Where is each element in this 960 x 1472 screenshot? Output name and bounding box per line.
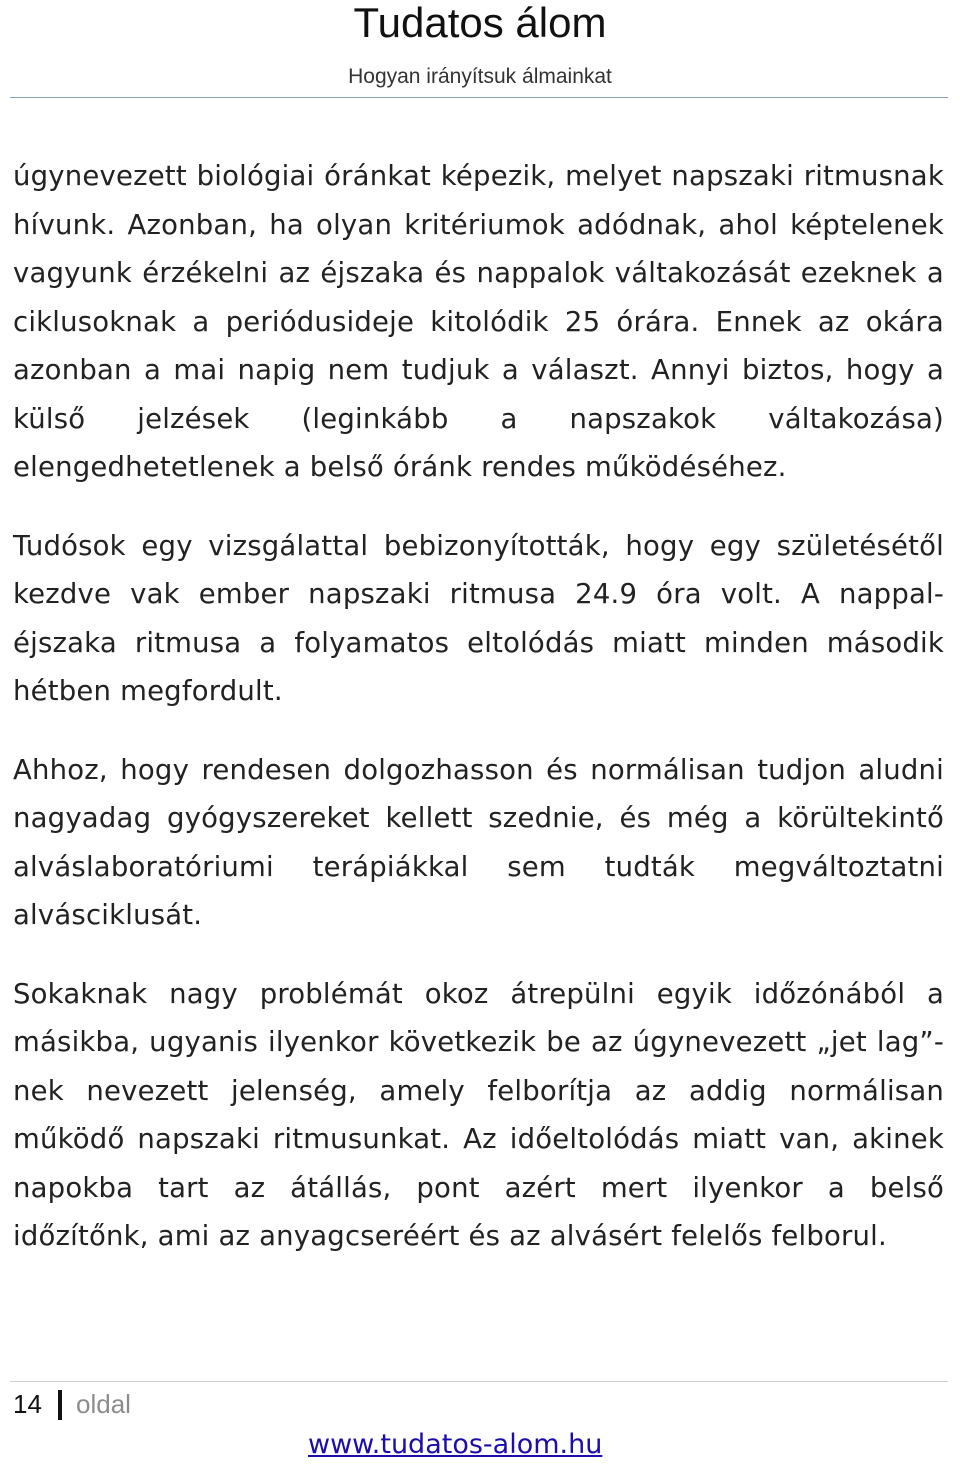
document-subtitle: Hogyan irányítsuk álmainkat [348,65,612,88]
footer-divider [10,1381,948,1382]
page-label: oldal [76,1389,131,1419]
document-title: Tudatos álom [353,0,607,46]
website-link[interactable]: www.tudatos-alom.hu [308,1429,603,1460]
paragraph-4: Sokaknak nagy problémát okoz átrepülni egyik időzónából a másikba, ugyanis ilyenkor következik be az úgynevezett „jet lag”-nek nevezett jelenség, amely felborítja az addig normálisan működő napszaki ritmusunkat. Az időeltolódás miatt van, akinek napokba tart az átállás, pont azért mert ilyenkor a belső időzítőnk, ami az anyagcseréért és az alvásért felelős felborul. [13,977,944,1252]
paragraph-3: Ahhoz, hogy rendesen dolgozhasson és normálisan tudjon aludni nagyadag gyógyszereket kellett szednie, és még a körültekintő alváslaboratóriumi terápiákkal sem tudták megváltoztatni alvásciklusát. [13,753,944,931]
main-text [13,152,944,1291]
paragraph-2: Tudósok egy vizsgálattal bebizonyították, hogy egy születésétől kezdve vak ember napszaki ritmusa 24.9 óra volt. A nappal-éjszaka ritmusa a folyamatos eltolódás miatt minden második hétben megfordult. [13,529,944,707]
page-number-separator [58,1390,62,1420]
header-divider [10,97,948,98]
paragraph-1: úgynevezett biológiai óránkat képezik, melyet napszaki ritmusnak hívunk. Azonban, ha olyan kritériumok adódnak, ahol képtelenek vagyunk érzékelni az éjszaka és nappalok váltakozását ezeknek a ciklusoknak a periódusideje kitolódik 25 órára. Ennek az okára azonban a mai napig nem tudjuk a választ. Annyi biztos, hogy a külső jelzések (leginkább a napszakok váltakozása) elengedhetetlenek a belső óránk rendes működéséhez. [13,160,944,483]
page-number: 14 [13,1389,42,1419]
